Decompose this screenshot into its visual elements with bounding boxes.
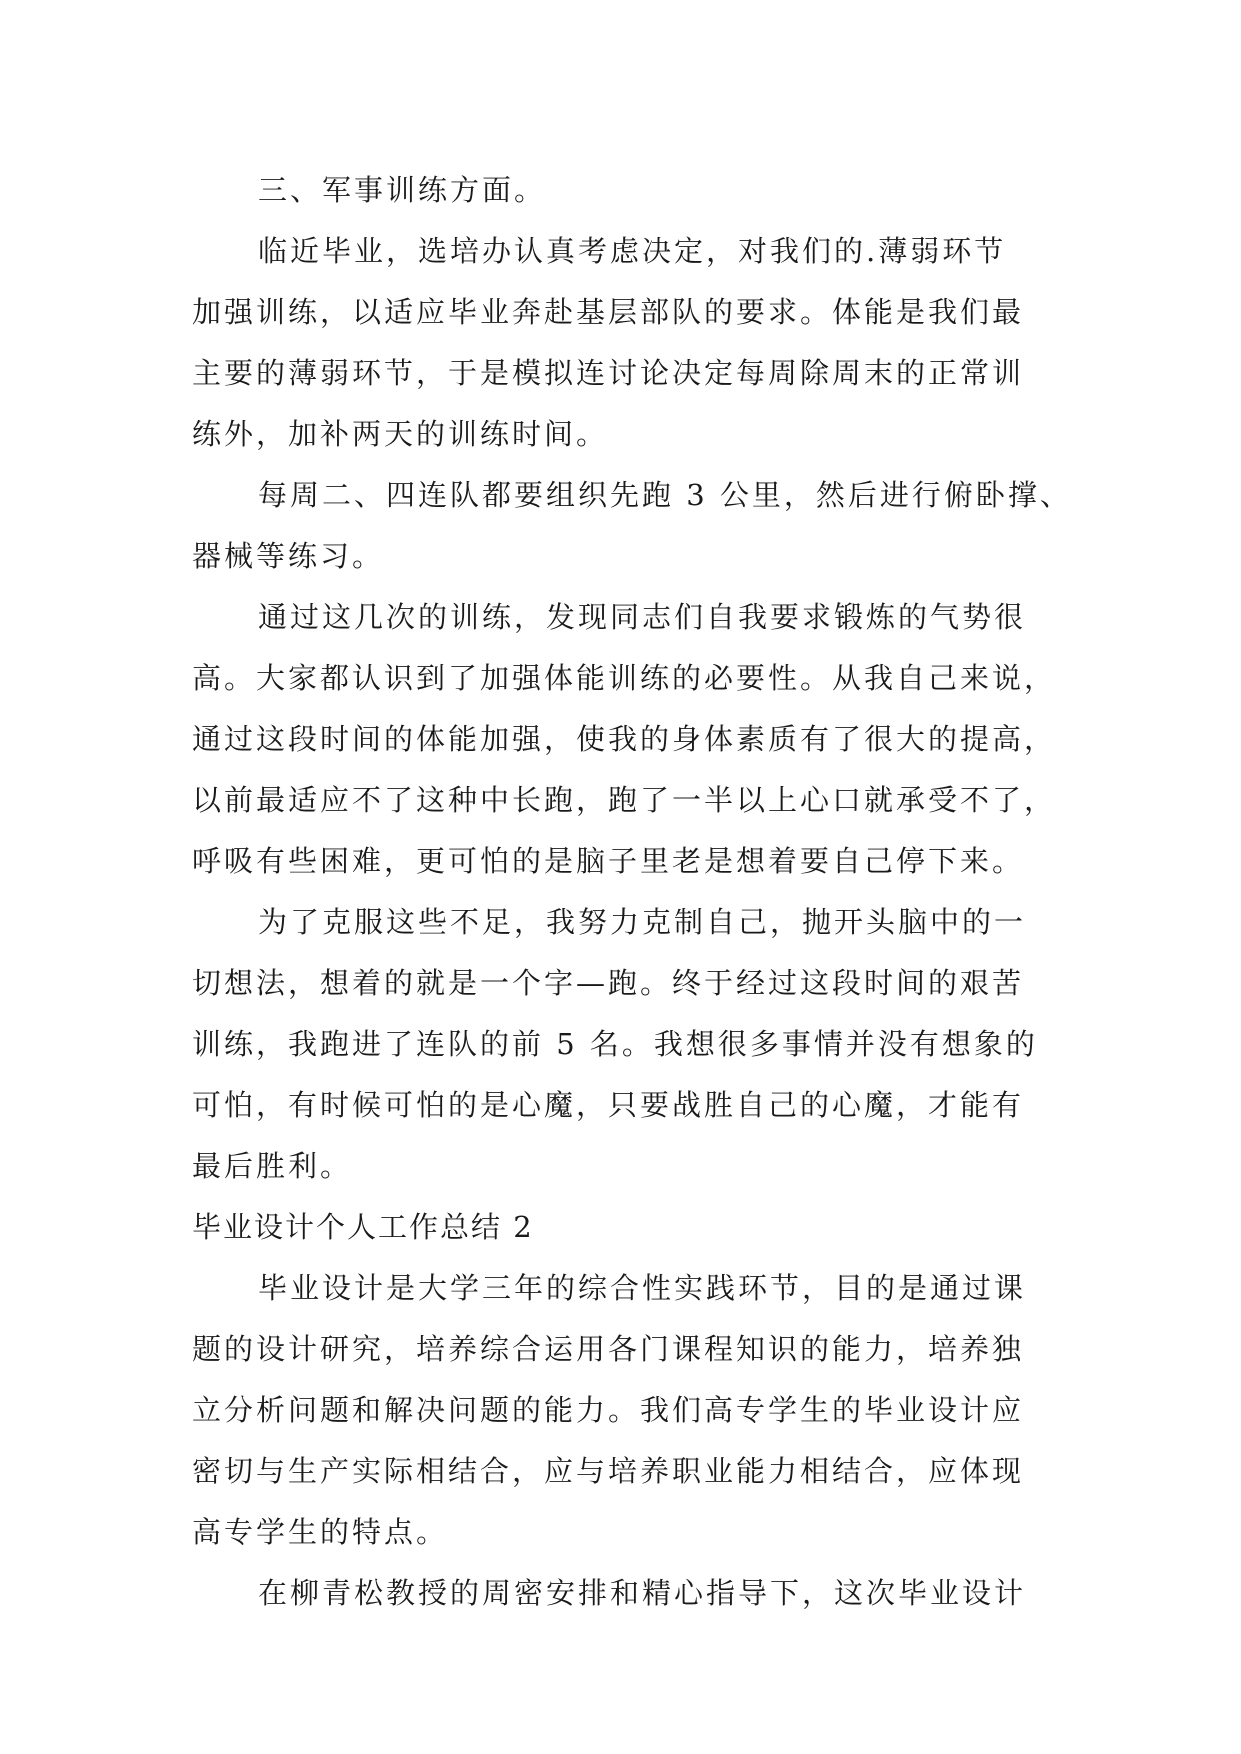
paragraph-line: 加强训练，以适应毕业奔赴基层部队的要求。体能是我们最 bbox=[192, 295, 1025, 329]
paragraph-line: 题的设计研究，培养综合运用各门课程知识的能力，培养独 bbox=[192, 1332, 1025, 1366]
paragraph-graduation-design bbox=[192, 1258, 1072, 1563]
paragraph-line: 毕业设计是大学三年的综合性实践环节，目的是通过课 bbox=[258, 1271, 1027, 1305]
paragraph-line: 高专学生的特点。 bbox=[192, 1515, 449, 1549]
paragraph-weekly-schedule bbox=[192, 465, 1072, 587]
paragraph-line: 通过这几次的训练，发现同志们自我要求锻炼的气势很 bbox=[258, 600, 1027, 634]
section-heading: 三、军事训练方面。 bbox=[258, 173, 547, 207]
paragraph-guidance bbox=[192, 1563, 1072, 1624]
paragraph-line: 临近毕业，选培办认真考虑决定，对我们的.薄弱环节 bbox=[258, 234, 1007, 268]
paragraph-line: 以前最适应不了这种中长跑，跑了一半以上心口就承受不了， bbox=[192, 783, 1057, 817]
paragraph-overcoming bbox=[192, 892, 1072, 1197]
paragraph-line: 立分析问题和解决问题的能力。我们高专学生的毕业设计应 bbox=[192, 1393, 1025, 1427]
paragraph-line: 高。大家都认识到了加强体能训练的必要性。从我自己来说， bbox=[192, 661, 1057, 695]
paragraph-line: 切想法，想着的就是一个字—跑。终于经过这段时间的艰苦 bbox=[192, 966, 1025, 1000]
paragraph-line: 练外，加补两天的训练时间。 bbox=[192, 417, 609, 451]
paragraph-line: 为了克服这些不足，我努力克制自己，抛开头脑中的一 bbox=[258, 905, 1027, 939]
paragraph-line: 最后胜利。 bbox=[192, 1149, 353, 1183]
paragraph-line: 通过这段时间的体能加强，使我的身体素质有了很大的提高， bbox=[192, 722, 1057, 756]
paragraph-line: 呼吸有些困难，更可怕的是脑子里老是想着要自己停下来。 bbox=[192, 844, 1025, 878]
document-title: 毕业设计个人工作总结 2 bbox=[192, 1210, 534, 1244]
paragraph-line: 每周二、四连队都要组织先跑 3 公里，然后进行俯卧撑、 bbox=[258, 478, 1072, 512]
paragraph-line: 器械等练习。 bbox=[192, 539, 385, 573]
paragraph-line: 在柳青松教授的周密安排和精心指导下，这次毕业设计 bbox=[258, 1576, 1027, 1610]
paragraph-training-plan bbox=[192, 221, 1072, 465]
paragraph-line: 可怕，有时候可怕的是心魔，只要战胜自己的心魔，才能有 bbox=[192, 1088, 1025, 1122]
paragraph-training-results bbox=[192, 587, 1072, 892]
paragraph-line: 训练，我跑进了连队的前 5 名。我想很多事情并没有想象的 bbox=[192, 1027, 1038, 1061]
paragraph-line: 主要的薄弱环节，于是模拟连讨论决定每周除周末的正常训 bbox=[192, 356, 1025, 390]
paragraph-line: 密切与生产实际相结合，应与培养职业能力相结合，应体现 bbox=[192, 1454, 1025, 1488]
document-page bbox=[192, 160, 1072, 1624]
